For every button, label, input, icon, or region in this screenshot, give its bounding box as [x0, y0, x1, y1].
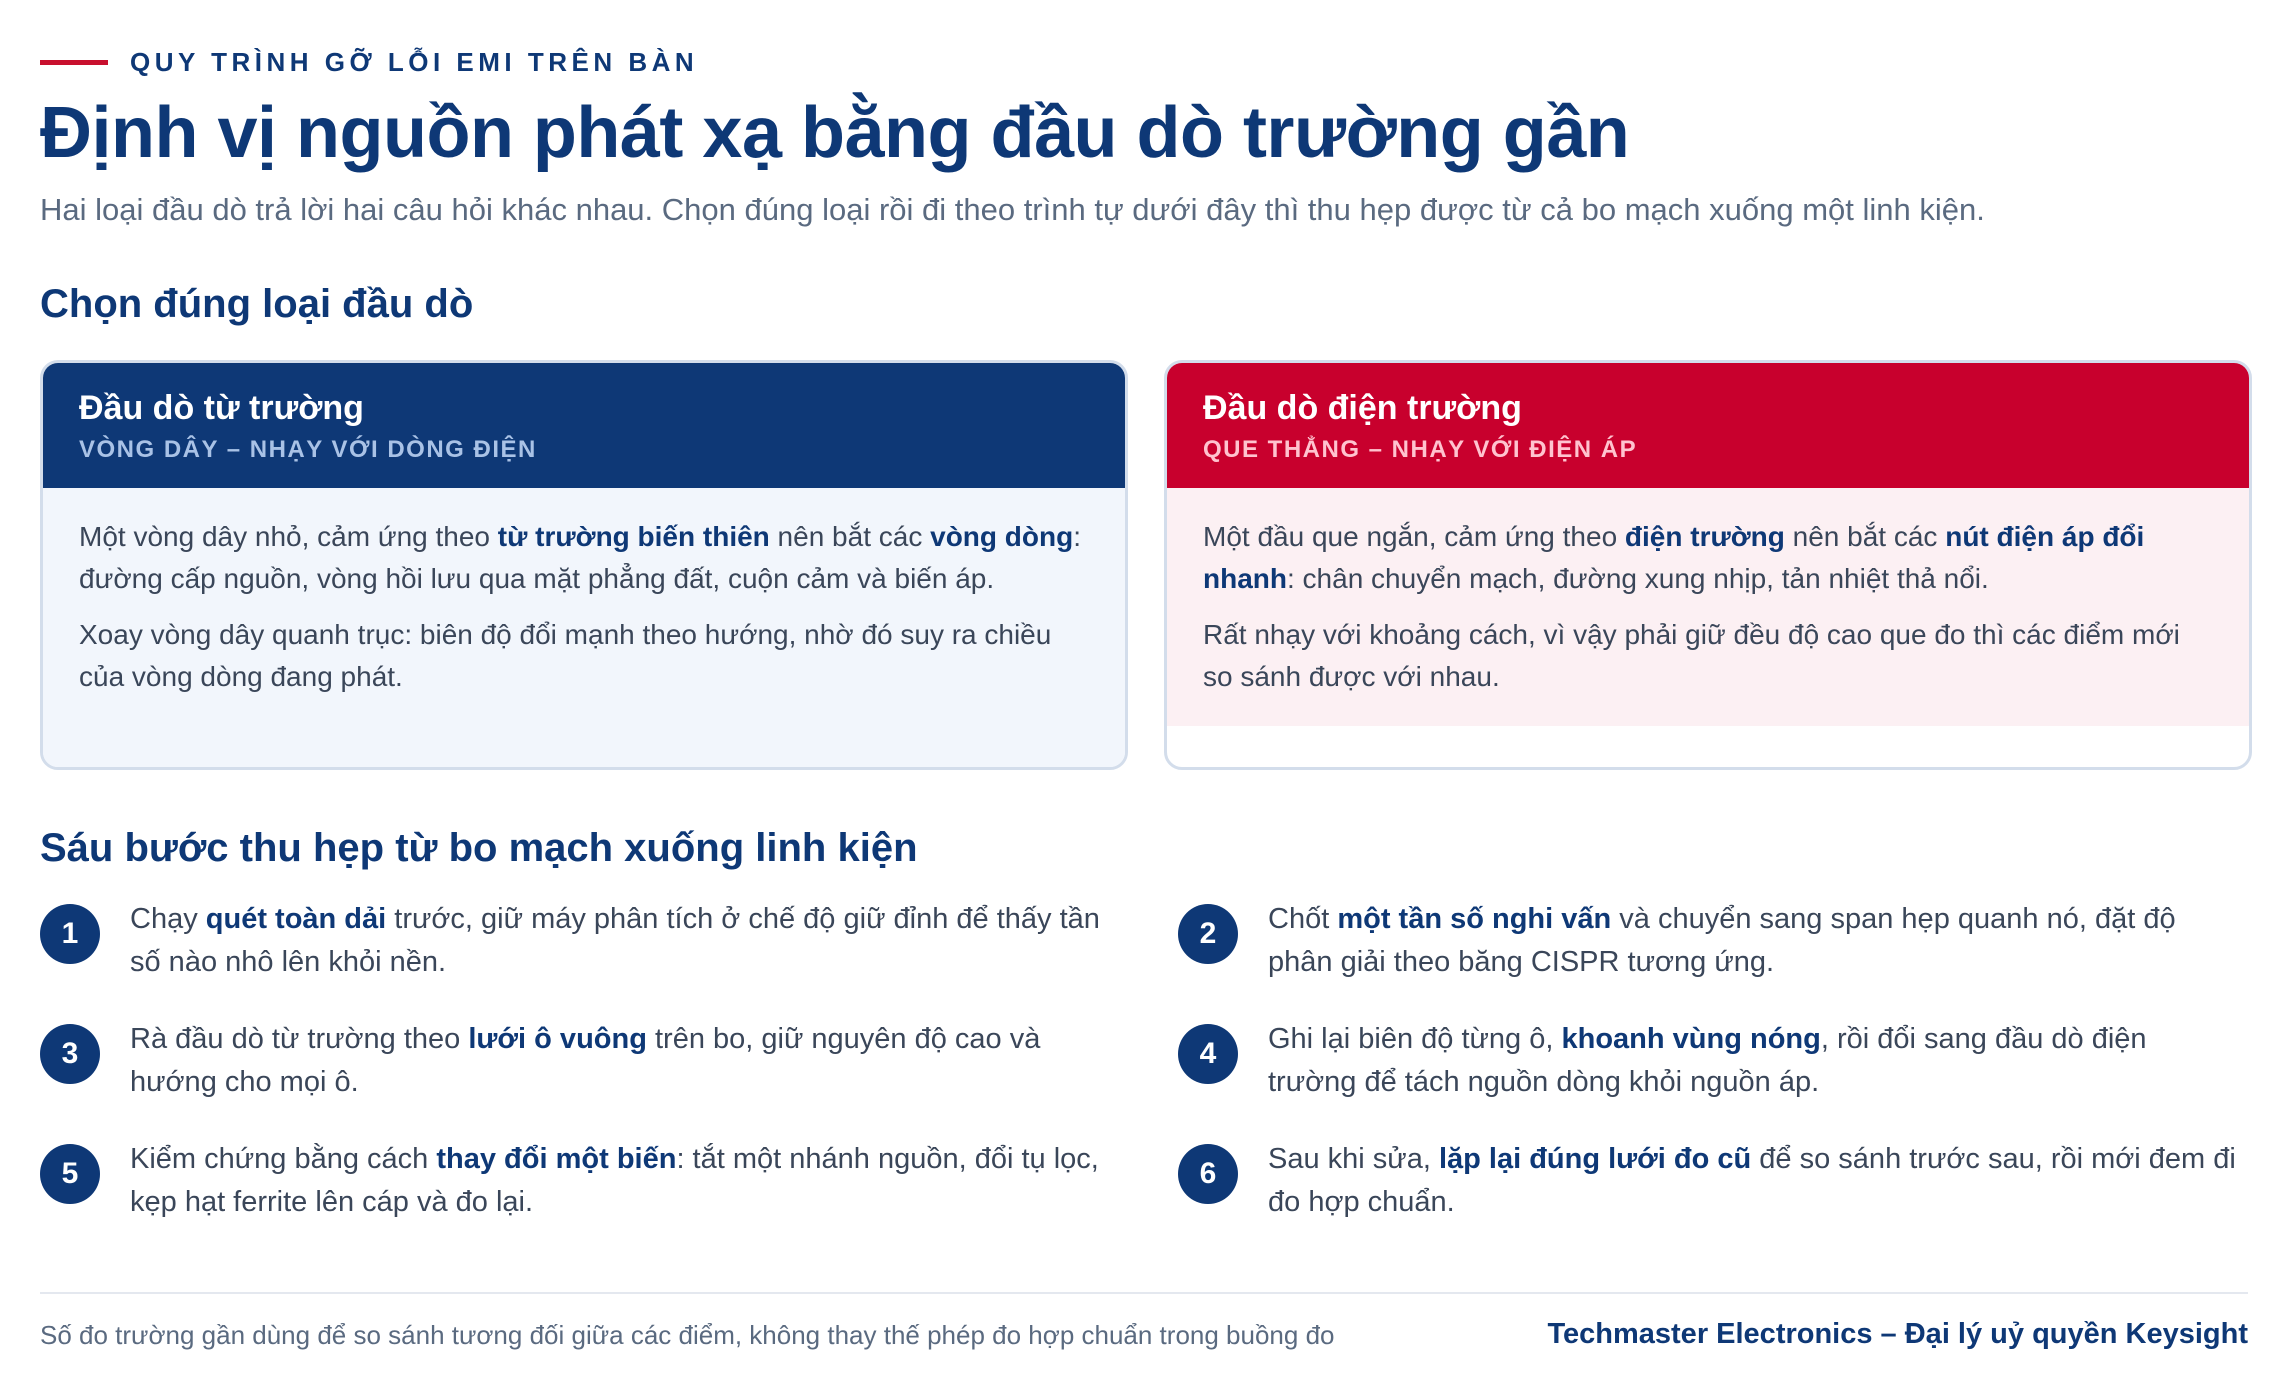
step-item — [1178, 1144, 2238, 1224]
footer-divider — [40, 1292, 2248, 1294]
emphasis: khoanh vùng nóng — [1561, 1023, 1821, 1055]
page-title: Định vị nguồn phát xạ bằng đầu dò trường gần — [40, 93, 1630, 173]
section-heading-probes: Chọn đúng loại đầu dò — [40, 282, 474, 326]
probe-card-header — [43, 363, 1125, 488]
probe-paragraph — [1203, 516, 2213, 600]
probe-paragraph — [79, 516, 1089, 600]
text-run: trên bo, giữ nguyên độ cao và hướng cho mọi ô. — [130, 1023, 1041, 1098]
text-run: Sau khi sửa, — [1268, 1143, 1439, 1175]
emphasis: thay đổi một biến — [436, 1143, 677, 1175]
step-text — [1268, 1018, 2238, 1104]
text-run: Chốt — [1268, 903, 1338, 935]
step-text — [1268, 1138, 2238, 1224]
section-heading-steps: Sáu bước thu hẹp từ bo mạch xuống linh kiện — [40, 826, 918, 870]
text-run: : tắt một nhánh nguồn, đổi tụ lọc, kẹp hạt ferrite lên cáp và đo lại. — [130, 1143, 1099, 1218]
emphasis: nút điện áp đổi nhanh — [1203, 521, 2145, 594]
step-text — [130, 1138, 1100, 1224]
eyebrow-label: QUY TRÌNH GỠ LỖI EMI TRÊN BÀN — [130, 46, 699, 77]
probe-name: Đầu dò điện trường — [1203, 389, 1522, 427]
text-run: Ghi lại biên độ từng ô, — [1268, 1023, 1562, 1055]
emphasis: điện trường — [1624, 521, 1785, 552]
probe-card-body — [43, 488, 1125, 770]
probe-card-electric — [1164, 360, 2252, 770]
text-run: nên bắt các — [1784, 521, 1946, 552]
text-run: và chuyển sang span hẹp quanh nó, đặt độ phân giải theo băng CISPR tương ứng. — [1268, 903, 2176, 978]
probe-paragraph: Xoay vòng dây quanh trục: biên độ đổi mạnh theo hướng, nhờ đó suy ra chiều của vòng dòng đang phát. — [79, 619, 1052, 692]
text-run: , rồi đổi sang đầu dò điện trường để tách nguồn dòng khỏi nguồn áp. — [1268, 1023, 2147, 1098]
probe-tag: VÒNG DÂY – NHẠY VỚI DÒNG ĐIỆN — [79, 436, 537, 463]
footer-note: Số đo trường gần dùng để so sánh tương đối giữa các điểm, không thay thế phép đo hợp chuẩn trong buồng đo — [40, 1320, 1335, 1350]
text-run: Một vòng dây nhỏ, cảm ứng theo — [79, 521, 498, 552]
step-text — [130, 898, 1100, 984]
probe-paragraph: Rất nhạy với khoảng cách, vì vậy phải giữ đều độ cao que đo thì các điểm mới so sánh được với nhau. — [1203, 619, 2180, 692]
step-item — [40, 904, 1100, 984]
step-number-badge: 3 — [40, 1024, 100, 1084]
step-number-badge: 6 — [1178, 1144, 1238, 1204]
text-run: Rà đầu dò từ trường theo — [130, 1023, 469, 1055]
probe-card-body — [1167, 488, 2249, 726]
emphasis: lưới ô vuông — [468, 1023, 647, 1055]
probe-name: Đầu dò từ trường — [79, 389, 364, 427]
step-number-badge: 4 — [1178, 1024, 1238, 1084]
step-number-badge: 1 — [40, 904, 100, 964]
emphasis: một tần số nghi vấn — [1337, 903, 1612, 935]
emphasis: lặp lại đúng lưới đo cũ — [1438, 1143, 1752, 1175]
text-run: Một đầu que ngắn, cảm ứng theo — [1203, 521, 1625, 552]
step-text — [130, 1018, 1100, 1104]
footer-brand: Techmaster Electronics – Đại lý uỷ quyền Keysight — [1547, 1318, 2248, 1350]
step-number-badge: 5 — [40, 1144, 100, 1204]
text-run: : đường cấp nguồn, vòng hồi lưu qua mặt phẳng đất, cuộn cảm và biến áp. — [79, 521, 1081, 594]
step-item — [1178, 904, 2238, 984]
emphasis: quét toàn dải — [205, 903, 387, 935]
step-item — [1178, 1024, 2238, 1104]
emphasis: từ trường biến thiên — [497, 521, 770, 552]
probe-card-magnetic — [40, 360, 1128, 770]
step-text — [1268, 898, 2238, 984]
text-run: nên bắt các — [769, 521, 931, 552]
text-run: để so sánh trước sau, rồi mới đem đi đo hợp chuẩn. — [1268, 1143, 2236, 1218]
page-subtitle: Hai loại đầu dò trả lời hai câu hỏi khác nhau. Chọn đúng loại rồi đi theo trình tự dưới đây thì thu hẹp được từ cả bo mạch xuống một linh kiện. — [40, 192, 1985, 227]
step-number-badge: 2 — [1178, 904, 1238, 964]
text-run: Kiểm chứng bằng cách — [130, 1143, 437, 1175]
emphasis: vòng dòng — [930, 521, 1074, 552]
text-run: trước, giữ máy phân tích ở chế độ giữ đỉnh để thấy tần số nào nhô lên khỏi nền. — [130, 903, 1100, 978]
eyebrow — [40, 44, 698, 80]
text-run: Chạy — [130, 903, 206, 935]
text-run: : chân chuyển mạch, đường xung nhịp, tản nhiệt thả nổi. — [1287, 563, 1989, 594]
accent-bar — [40, 60, 108, 65]
probe-card-header — [1167, 363, 2249, 488]
probe-tag: QUE THẲNG – NHẠY VỚI ĐIỆN ÁP — [1203, 436, 1638, 463]
step-item — [40, 1024, 1100, 1104]
step-item — [40, 1144, 1100, 1224]
